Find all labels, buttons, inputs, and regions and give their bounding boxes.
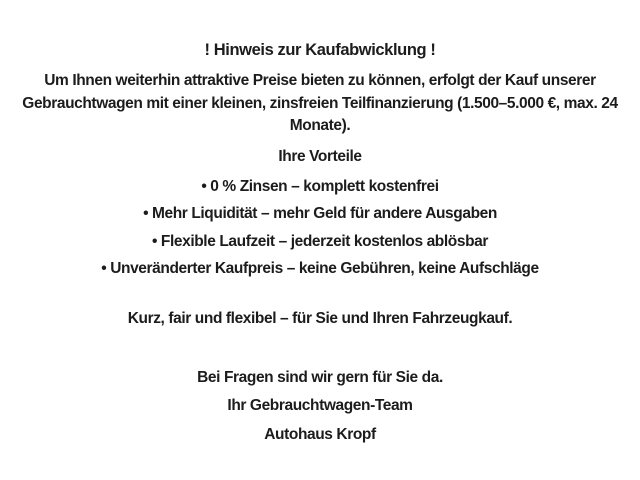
closing-line-contact: Bei Fragen sind wir gern für Sie da. xyxy=(197,368,443,386)
intro-line-3: Monate). xyxy=(289,117,351,134)
benefit-item-zinsen: • 0 % Zinsen – komplett kostenfrei xyxy=(201,177,439,195)
benefit-item-liquiditaet: • Mehr Liquidität – mehr Geld für andere Ausgaben xyxy=(143,205,497,222)
intro-line-1: Um Ihnen weiterhin attraktive Preise bieten zu können, erfolgt der Kauf unserer xyxy=(44,72,596,89)
summary-line: Kurz, fair und flexibel – für Sie und Ihren Fahrzeugkauf. xyxy=(127,309,513,327)
closing-signature xyxy=(0,364,640,450)
closing-line-team: Ihr Gebrauchtwagen-Team xyxy=(227,397,413,414)
intro-paragraph xyxy=(0,70,640,138)
closing-line-dealership: Autohaus Kropf xyxy=(264,425,376,443)
intro-line-2: Gebrauchtwagen mit einer kleinen, zinsfreien Teilfinanzierung (1.500–5.000 €, max. 24 xyxy=(22,94,618,112)
benefits-heading: Ihre Vorteile xyxy=(278,147,362,165)
benefit-item-kaufpreis: • Unveränderter Kaufpreis – keine Gebühren, keine Aufschläge xyxy=(101,260,539,277)
benefit-item-laufzeit: • Flexible Laufzeit – jederzeit kostenlos ablösbar xyxy=(151,232,488,250)
notice-title: ! Hinweis zur Kaufabwicklung ! xyxy=(204,41,436,59)
benefits-list xyxy=(0,173,640,283)
